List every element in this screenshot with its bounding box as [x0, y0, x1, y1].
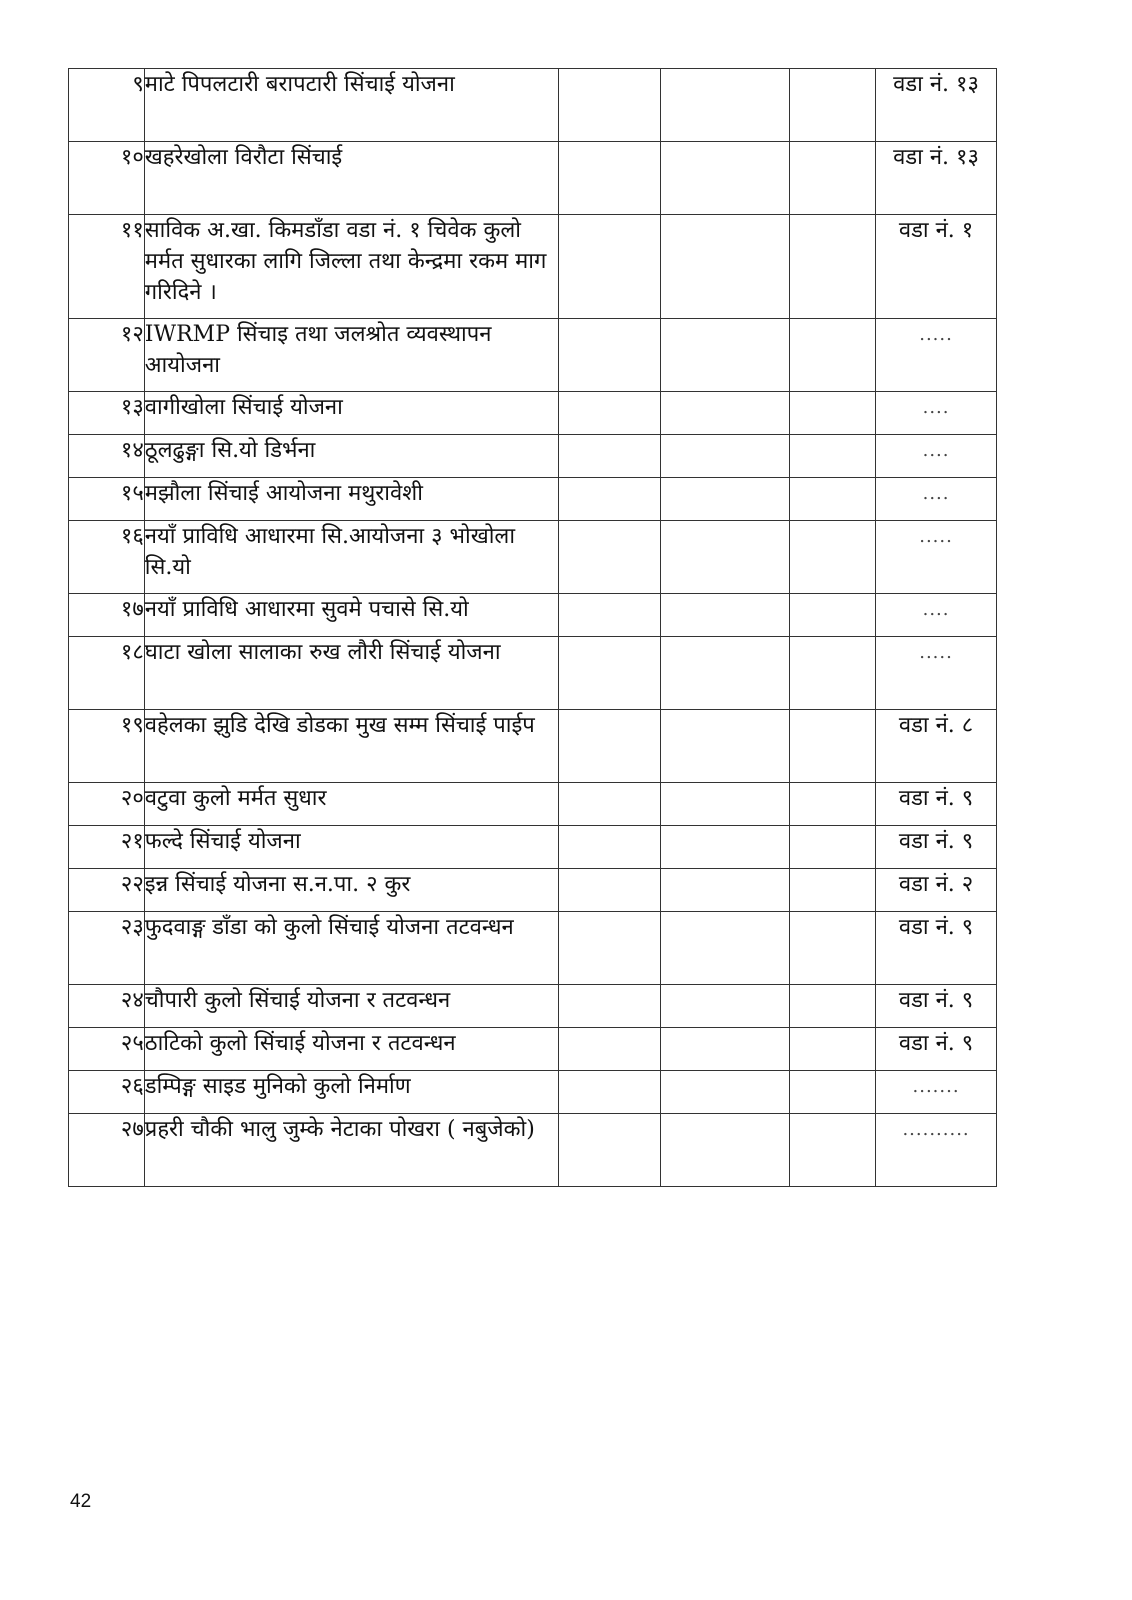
- table-row: [69, 826, 997, 869]
- serial-number-cell: २५: [69, 1028, 145, 1071]
- serial-number-cell: १९: [69, 710, 145, 783]
- empty-cell: [790, 1028, 876, 1071]
- empty-cell: [790, 783, 876, 826]
- empty-cell: [558, 869, 660, 912]
- serial-number-cell: १८: [69, 637, 145, 710]
- project-name-cell: खहरेखोला विरौटा सिंचाई: [144, 142, 558, 215]
- serial-number-cell: १४: [69, 435, 145, 478]
- project-name-cell: फल्दे सिंचाई योजना: [144, 826, 558, 869]
- serial-number-cell: २६: [69, 1071, 145, 1114]
- ward-cell: वडा नं. ९: [876, 912, 997, 985]
- table-row: [69, 1028, 997, 1071]
- ward-cell: ....: [876, 392, 997, 435]
- empty-cell: [558, 392, 660, 435]
- empty-cell: [790, 637, 876, 710]
- empty-cell: [661, 637, 790, 710]
- empty-cell: [790, 319, 876, 392]
- empty-cell: [790, 869, 876, 912]
- serial-number-cell: १२: [69, 319, 145, 392]
- empty-cell: [661, 435, 790, 478]
- project-name-cell: नयाँ प्राविधि आधारमा सुवमे पचासे सि.यो: [144, 594, 558, 637]
- irrigation-projects-table: [68, 68, 997, 1187]
- serial-number-cell: ११: [69, 215, 145, 319]
- serial-number-cell: २०: [69, 783, 145, 826]
- serial-number-cell: ९: [69, 69, 145, 142]
- empty-cell: [661, 1071, 790, 1114]
- empty-cell: [558, 985, 660, 1028]
- empty-cell: [558, 783, 660, 826]
- empty-cell: [661, 1114, 790, 1187]
- table-row: [69, 319, 997, 392]
- empty-cell: [661, 319, 790, 392]
- empty-cell: [661, 869, 790, 912]
- table-row: [69, 69, 997, 142]
- table-row: [69, 521, 997, 594]
- empty-cell: [558, 1028, 660, 1071]
- empty-cell: [558, 435, 660, 478]
- empty-cell: [558, 710, 660, 783]
- empty-cell: [661, 142, 790, 215]
- project-name-cell: वटुवा कुलो मर्मत सुधार: [144, 783, 558, 826]
- project-name-cell: मझौला सिंचाई आयोजना मथुरावेशी: [144, 478, 558, 521]
- empty-cell: [661, 478, 790, 521]
- serial-number-cell: १३: [69, 392, 145, 435]
- empty-cell: [790, 521, 876, 594]
- empty-cell: [790, 826, 876, 869]
- empty-cell: [790, 1071, 876, 1114]
- project-name-cell: ठाटिको कुलो सिंचाई योजना र तटवन्धन: [144, 1028, 558, 1071]
- empty-cell: [558, 637, 660, 710]
- table-row: [69, 392, 997, 435]
- ward-cell: वडा नं. १३: [876, 142, 997, 215]
- project-name-cell: नयाँ प्राविधि आधारमा सि.आयोजना ३ भोखोला सि.यो: [144, 521, 558, 594]
- table-row: [69, 985, 997, 1028]
- serial-number-cell: २४: [69, 985, 145, 1028]
- empty-cell: [558, 69, 660, 142]
- empty-cell: [661, 521, 790, 594]
- table-row: [69, 594, 997, 637]
- table-row: [69, 710, 997, 783]
- empty-cell: [790, 142, 876, 215]
- ward-cell: .......: [876, 1071, 997, 1114]
- empty-cell: [661, 69, 790, 142]
- project-name-cell: ठूलढुङ्गा सि.यो डिर्भना: [144, 435, 558, 478]
- empty-cell: [661, 783, 790, 826]
- empty-cell: [558, 319, 660, 392]
- empty-cell: [661, 912, 790, 985]
- table-row: [69, 478, 997, 521]
- empty-cell: [790, 1114, 876, 1187]
- ward-cell: .....: [876, 521, 997, 594]
- ward-cell: वडा नं. १: [876, 215, 997, 319]
- ward-cell: वडा नं. ९: [876, 985, 997, 1028]
- empty-cell: [661, 594, 790, 637]
- empty-cell: [790, 985, 876, 1028]
- project-name-cell: घाटा खोला सालाका रुख लौरी सिंचाई योजना: [144, 637, 558, 710]
- ward-cell: वडा नं. ९: [876, 826, 997, 869]
- table-row: [69, 215, 997, 319]
- empty-cell: [790, 912, 876, 985]
- ward-cell: ....: [876, 594, 997, 637]
- project-name-cell: प्रहरी चौकी भालु जुम्के नेटाका पोखरा ( नबुजेको): [144, 1114, 558, 1187]
- project-name-cell: वहेलका झुडि देखि डोडका मुख सम्म सिंचाई पाईप: [144, 710, 558, 783]
- table-row: [69, 783, 997, 826]
- ward-cell: वडा नं. ९: [876, 783, 997, 826]
- ward-cell: .....: [876, 637, 997, 710]
- serial-number-cell: १७: [69, 594, 145, 637]
- table-row: [69, 142, 997, 215]
- project-name-cell: वागीखोला सिंचाई योजना: [144, 392, 558, 435]
- empty-cell: [558, 1071, 660, 1114]
- table-body: [69, 69, 997, 1187]
- empty-cell: [790, 392, 876, 435]
- empty-cell: [790, 435, 876, 478]
- project-name-cell: इन्न सिंचाई योजना स.न.पा. २ कुर: [144, 869, 558, 912]
- ward-cell: वडा नं. २: [876, 869, 997, 912]
- serial-number-cell: २२: [69, 869, 145, 912]
- table-row: [69, 1071, 997, 1114]
- empty-cell: [661, 826, 790, 869]
- serial-number-cell: १५: [69, 478, 145, 521]
- empty-cell: [558, 1114, 660, 1187]
- project-name-cell: चौपारी कुलो सिंचाई योजना र तटवन्धन: [144, 985, 558, 1028]
- project-name-cell: IWRMP सिंचाइ तथा जलश्रोत व्यवस्थापन आयोजना: [144, 319, 558, 392]
- serial-number-cell: २३: [69, 912, 145, 985]
- page-number: 42: [70, 1491, 92, 1512]
- table-row: [69, 637, 997, 710]
- table-row: [69, 869, 997, 912]
- empty-cell: [790, 594, 876, 637]
- empty-cell: [790, 69, 876, 142]
- ward-cell: ..........: [876, 1114, 997, 1187]
- serial-number-cell: १०: [69, 142, 145, 215]
- empty-cell: [661, 392, 790, 435]
- empty-cell: [558, 912, 660, 985]
- table-row: [69, 1114, 997, 1187]
- ward-cell: ....: [876, 478, 997, 521]
- table-row: [69, 912, 997, 985]
- empty-cell: [790, 215, 876, 319]
- empty-cell: [661, 1028, 790, 1071]
- project-name-cell: फुदवाङ्ग डाँडा को कुलो सिंचाई योजना तटवन्धन: [144, 912, 558, 985]
- project-name-cell: साविक अ.खा. किमडाँडा वडा नं. १ चिवेक कुलो मर्मत सुधारका लागि जिल्ला तथा केन्द्रमा रकम माग गरिदिने ।: [144, 215, 558, 319]
- table-row: [69, 435, 997, 478]
- empty-cell: [558, 142, 660, 215]
- empty-cell: [558, 594, 660, 637]
- project-name-cell: डम्पिङ्ग साइड मुनिको कुलो निर्माण: [144, 1071, 558, 1114]
- empty-cell: [661, 710, 790, 783]
- project-name-cell: माटे पिपलटारी बरापटारी सिंचाई योजना: [144, 69, 558, 142]
- empty-cell: [558, 478, 660, 521]
- ward-cell: ....: [876, 435, 997, 478]
- empty-cell: [558, 826, 660, 869]
- serial-number-cell: १६: [69, 521, 145, 594]
- empty-cell: [661, 215, 790, 319]
- empty-cell: [661, 985, 790, 1028]
- ward-cell: वडा नं. १३: [876, 69, 997, 142]
- ward-cell: वडा नं. ९: [876, 1028, 997, 1071]
- empty-cell: [790, 710, 876, 783]
- ward-cell: .....: [876, 319, 997, 392]
- empty-cell: [790, 478, 876, 521]
- empty-cell: [558, 521, 660, 594]
- ward-cell: वडा नं. ८: [876, 710, 997, 783]
- serial-number-cell: २१: [69, 826, 145, 869]
- serial-number-cell: २७: [69, 1114, 145, 1187]
- empty-cell: [558, 215, 660, 319]
